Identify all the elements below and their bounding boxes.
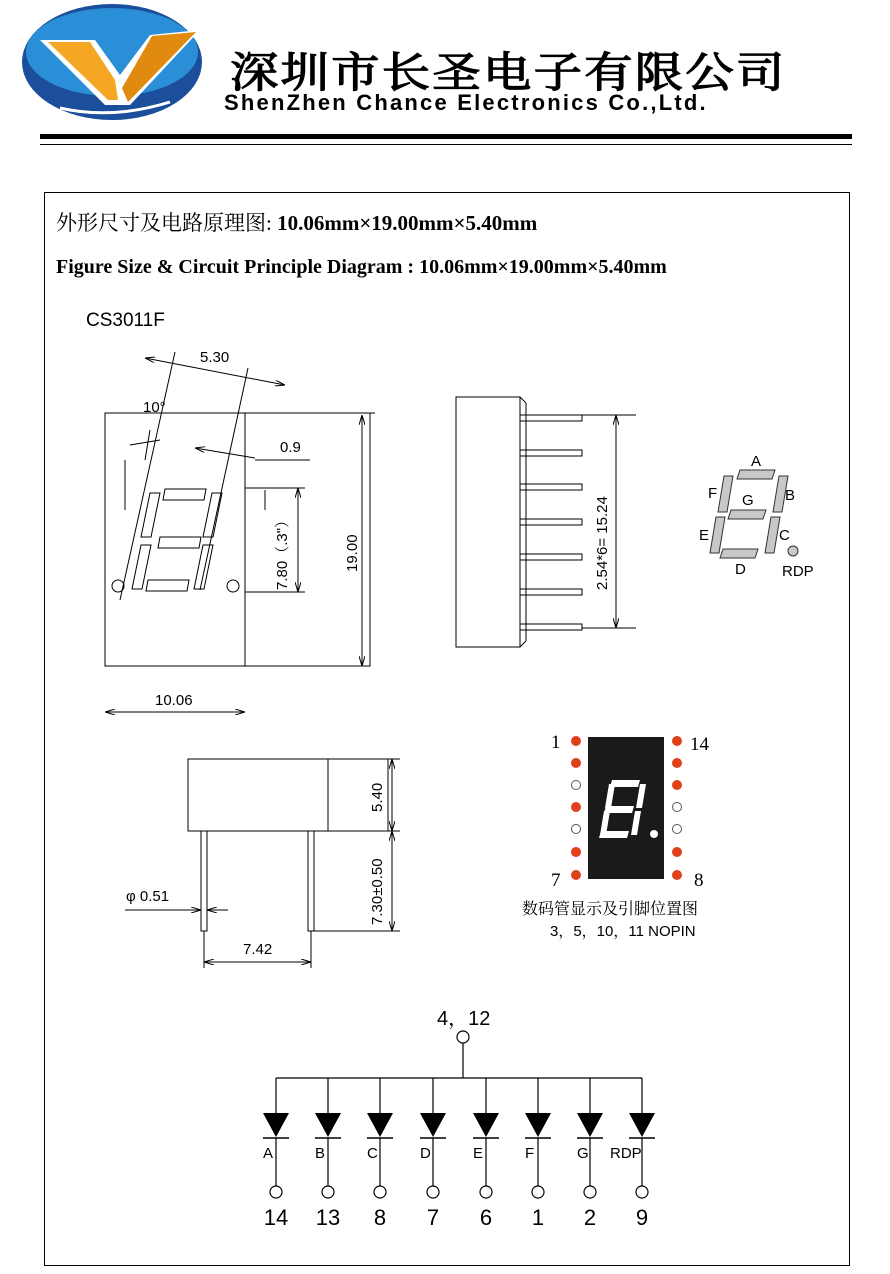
diode-pin-14: 14 <box>263 1205 289 1230</box>
seg-label-rdp: RDP <box>782 563 814 580</box>
diode-pin-9: 9 <box>635 1205 649 1230</box>
company-name-cn: 深圳市长圣电子有限公司 <box>230 48 787 97</box>
pin-label-8: 8 <box>694 870 704 891</box>
seg-label-d: D <box>735 561 746 578</box>
dim-slant-width: 5.30 <box>200 349 230 366</box>
circuit-wiring <box>276 1031 642 1078</box>
pin-label-14: 14 <box>690 734 709 755</box>
front-digit-segments <box>132 489 222 591</box>
diode-f <box>525 1078 551 1230</box>
pin-label-1: 1 <box>551 732 561 753</box>
seg-label-c: C <box>779 527 790 544</box>
diode-label-b: B <box>315 1145 326 1162</box>
diode-pin-2: 2 <box>583 1205 597 1230</box>
seg-label-a: A <box>751 453 762 470</box>
diode-pin-13: 13 <box>315 1205 341 1230</box>
diode-b <box>315 1078 341 1230</box>
bottom-view-pin-left <box>201 831 207 931</box>
common-anode-pins: 4，12 <box>437 1008 491 1030</box>
title-cn-dims: 10.06mm×19.00mm×5.40mm <box>277 211 538 235</box>
pin-label-7: 7 <box>551 870 561 891</box>
diode-array <box>263 1078 655 1230</box>
front-view-body <box>105 413 370 666</box>
dim-height: 19.00 <box>344 534 361 572</box>
dim-pin-diameter: φ 0.51 <box>126 888 170 905</box>
side-view-pins <box>520 415 582 630</box>
dim-pitch: 2.54*6= 15.24 <box>594 496 611 590</box>
dim-digit-height: 7.80（.3"） <box>274 512 291 590</box>
left-pin-column <box>572 737 581 880</box>
diode-label-rdp: RDP <box>610 1145 642 1162</box>
nopin-note: 3，5，10，11 NOPIN <box>550 923 696 940</box>
model-number: CS3011F <box>86 310 165 331</box>
seg-label-g: G <box>742 492 754 509</box>
diode-label-c: C <box>367 1145 378 1162</box>
diode-pin-6: 6 <box>479 1205 493 1230</box>
dim-width: 10.06 <box>155 692 193 709</box>
diode-label-f: F <box>525 1145 535 1162</box>
diode-d <box>420 1078 446 1230</box>
bottom-view-body <box>188 759 328 831</box>
diode-a <box>263 1078 289 1230</box>
figure-title-en: Figure Size & Circuit Principle Diagram : 10.06mm×19.00mm×5.40mm <box>56 256 667 278</box>
seg-label-b: B <box>785 487 796 504</box>
diode-label-a: A <box>263 1145 274 1162</box>
company-name-en: ShenZhen Chance Electronics Co.,Ltd. <box>224 90 708 115</box>
seg-label-f: F <box>708 485 718 502</box>
title-cn-prefix: 外形尺寸及电路原理图: <box>56 211 278 235</box>
dim-pin-spacing: 7.42 <box>243 941 273 958</box>
pin-layout-caption: 数码管显示及引脚位置图 <box>522 899 699 918</box>
bottom-view-pin-right <box>308 831 314 931</box>
diode-pin-8: 8 <box>373 1205 387 1230</box>
segment-map-diagram <box>710 470 788 558</box>
diode-g <box>577 1078 603 1230</box>
dim-stroke: 0.9 <box>280 439 301 456</box>
diode-rdp <box>610 1078 655 1230</box>
dim-angle: 10° <box>143 399 166 416</box>
diode-e <box>473 1078 499 1230</box>
diode-pin-1: 1 <box>531 1205 545 1230</box>
diode-c <box>367 1078 393 1230</box>
diode-pin-7: 7 <box>426 1205 440 1230</box>
dim-pin-length: 7.30±0.50 <box>369 858 386 925</box>
seg-label-e: E <box>699 527 710 544</box>
right-pin-column <box>673 737 682 880</box>
dim-body-depth: 5.40 <box>369 782 386 812</box>
diode-label-e: E <box>473 1145 484 1162</box>
diode-label-d: D <box>420 1145 431 1162</box>
side-view-body <box>456 397 520 647</box>
diode-label-g: G <box>577 1145 589 1162</box>
